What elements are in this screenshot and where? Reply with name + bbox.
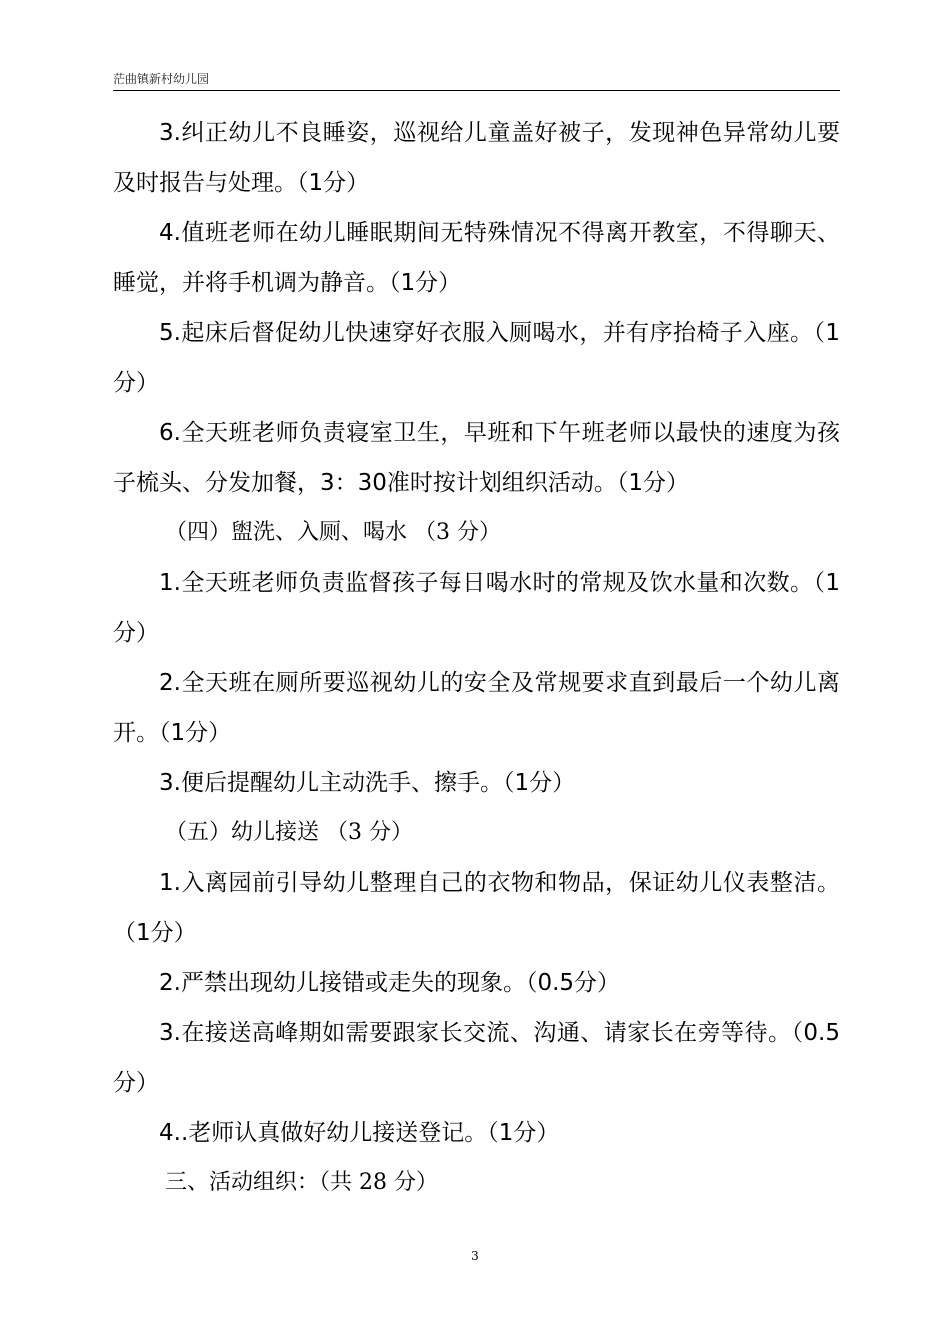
paragraph-tidy-belongings: 1.入离园前引导幼儿整理自己的衣物和物品，保证幼儿仪表整洁。（1分） [113,870,840,946]
paragraph-sleep-posture: 3.纠正幼儿不良睡姿，巡视给儿童盖好被子，发现神色异常幼儿要及时报告与处理。（1分） [113,120,840,196]
paragraph-no-mistakes: 2.严禁出现幼儿接错或走失的现象。（0.5分） [159,970,621,996]
document-body [113,108,840,1208]
page-header [113,70,840,91]
paragraph-hand-washing: 3.便后提醒幼儿主动洗手、擦手。（1分） [159,770,576,796]
paragraph-toilet-patrol: 2.全天班在厕所要巡视幼儿的安全及常规要求直到最后一个幼儿离开。（1分） [113,670,840,746]
paragraph-duty-teacher: 4.值班老师在幼儿睡眠期间无特殊情况不得离开教室，不得聊天、睡觉，并将手机调为静音。（1分） [113,220,840,296]
paragraph-wake-up: 5.起床后督促幼儿快速穿好衣服入厕喝水，并有序抬椅子入座。（1分） [113,320,840,396]
header-text: 茫曲镇新村幼儿园 [113,72,210,86]
section-heading-activities: 三、活动组织：（共 28 分） [165,1170,438,1195]
section-heading-pickup: （五）幼儿接送 （3 分） [165,820,413,845]
paragraph-dorm-hygiene: 6.全天班老师负责寝室卫生，早班和下午班老师以最快的速度为孩子梳头、分发加餐，3：30准时按计划组织活动。（1分） [113,420,840,496]
paragraph-drinking-water: 1.全天班老师负责监督孩子每日喝水时的常规及饮水量和次数。（1分） [113,570,840,646]
page-number: 3 [471,1249,479,1263]
section-heading-washing: （四）盥洗、入厕、喝水 （3 分） [165,520,501,545]
paragraph-peak-time: 3.在接送高峰期如需要跟家长交流、沟通、请家长在旁等待。（0.5分） [113,1020,840,1096]
paragraph-pickup-register: 4..老师认真做好幼儿接送登记。（1分） [159,1120,560,1146]
